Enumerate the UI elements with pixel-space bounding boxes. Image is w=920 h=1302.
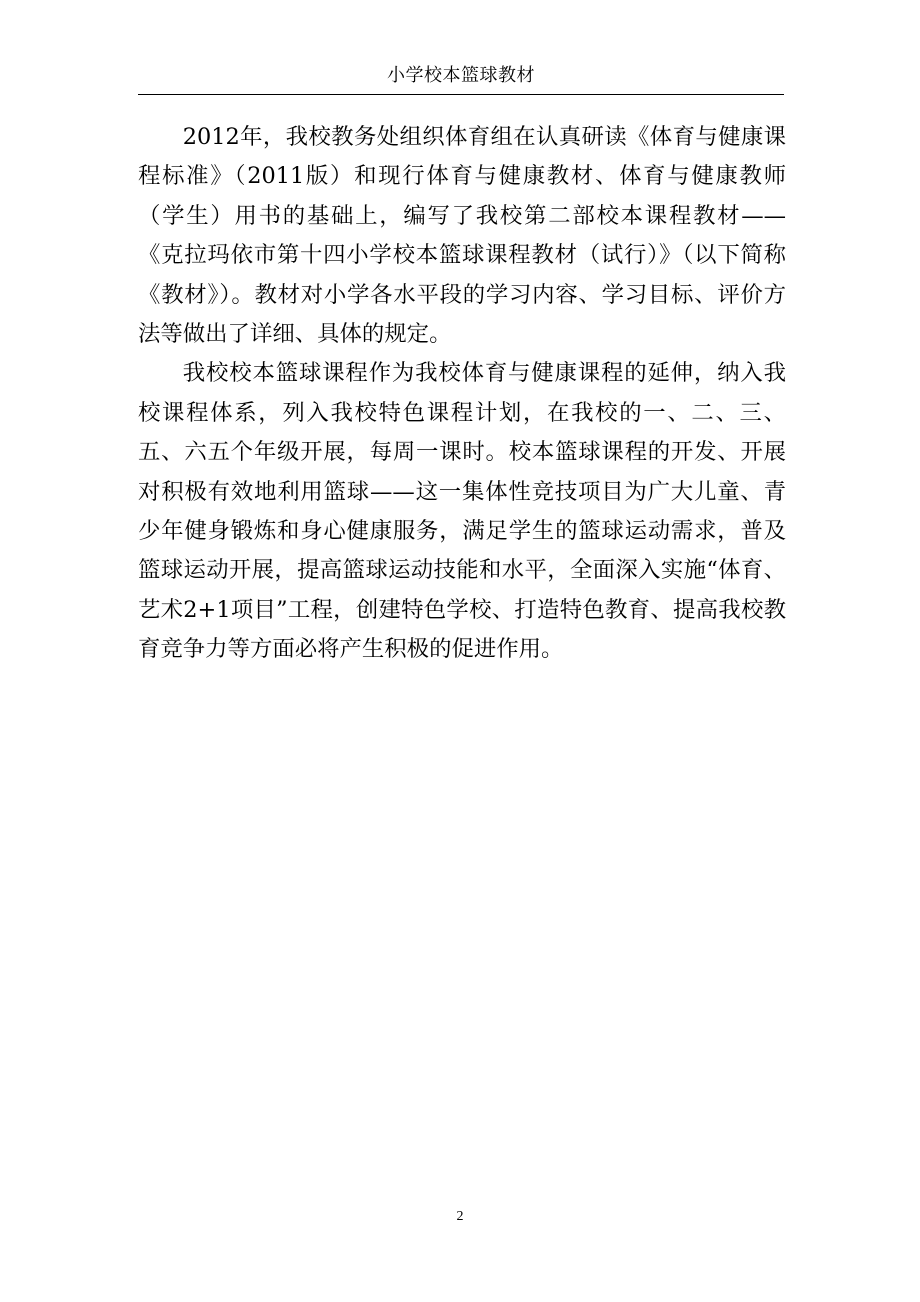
paragraph-2: 我校校本篮球课程作为我校体育与健康课程的延伸，纳入我校课程体系，列入我校特色课程计划，在我校的一、二、三、五、六五个年级开展，每周一课时。校本篮球课程的开发、开展对积极有效地利用篮球——这一集体性竞技项目为广大儿童、青少年健身锻炼和身心健康服务，满足学生的篮球运动需求，普及篮球运动开展，提高篮球运动技能和水平，全面深入实施“体育、艺术2+1项目”工程，创建特色学校、打造特色教育、提高我校教育竞争力等方面必将产生积极的促进作用。	[138, 360, 786, 663]
page-header	[138, 62, 784, 95]
paragraph-1: 2012年，我校教务处组织体育组在认真研读《体育与健康课程标准》（2011版）和现行体育与健康教材、体育与健康教师（学生）用书的基础上，编写了我校第二部校本课程教材——《克拉玛依市第十四小学校本篮球课程教材（试行）》（以下简称《教材》）。教材对小学各水平段的学习内容、学习目标、评价方法等做出了详细、具体的规定。	[138, 124, 786, 348]
header-title: 小学校本篮球教材	[387, 65, 535, 86]
page-number: 2	[456, 1209, 464, 1224]
document-body	[138, 118, 786, 670]
